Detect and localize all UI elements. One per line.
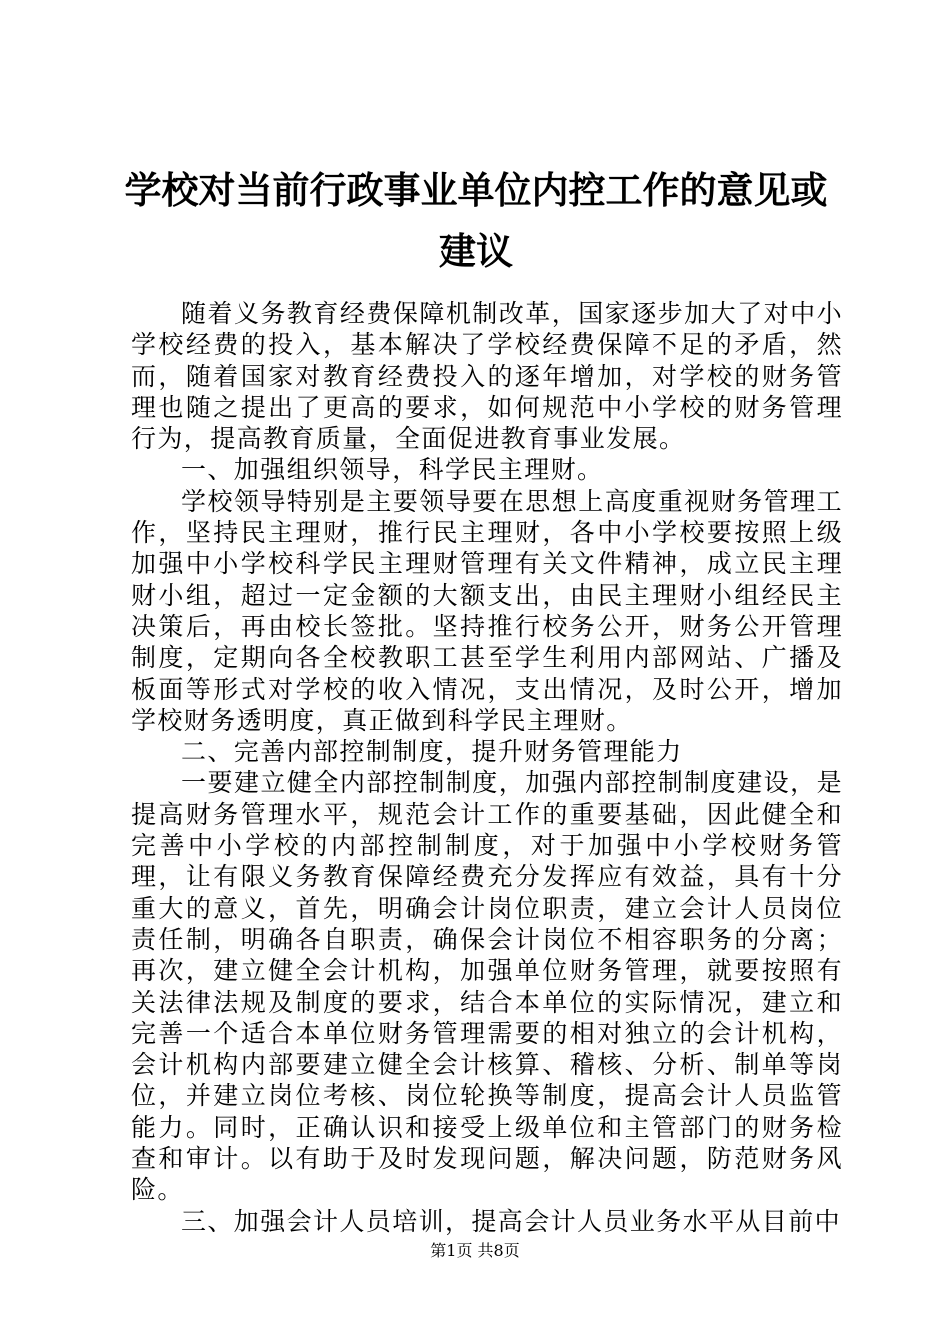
section-heading-2: 二、完善内部控制制度，提升财务管理能力: [181, 737, 683, 767]
paragraph-intro: 随着义务教育经费保障机制改革，国家逐步加大了对中小学校经费的投入，基本解决了学校经费保障不足的矛盾，然而，随着国家对教育经费投入的逐年增加，对学校的财务管理也随之提出了更高的要求，如何规范中小学校的财务管理行为，提高教育质量，全面促进教育事业发展。: [131, 299, 843, 454]
section-heading-1: 一、加强组织领导，科学民主理财。: [181, 455, 604, 485]
document-title: 学校对当前行政事业单位内控工作的意见或建议: [124, 168, 828, 273]
paragraph-section-2: 一要建立健全内部控制制度，加强内部控制制度建设，是提高财务管理水平，规范会计工作的重要基础，因此健全和完善中小学校的内部控制制度，对于加强中小学校财务管理，让有限义务教育保障经费充分发挥应有效益，具有十分重大的意义，首先，明确会计岗位职责，建立会计人员岗位责任制，明确各自职责，确保会计岗位不相容职务的分离；再次，建立健全会计机构，加强单位财务管理，就要按照有关法律法规及制度的要求，结合本单位的实际情况，建立和完善一个适合本单位财务管理需要的相对独立的会计机构，会计机构内部要建立健全会计核算、稽核、分析、制单等岗位，并建立岗位考核、岗位轮换等制度，提高会计人员监管能力。同时，正确认识和接受上级单位和主管部门的财务检查和审计。以有助于及时发现问题，解决问题，防范财务风险。: [131, 768, 843, 1205]
page-footer: 第1页 共8页: [430, 1241, 520, 1260]
section-heading-3: 三、加强会计人员培训，提高会计人员业务水平从目前中: [181, 1206, 842, 1236]
paragraph-section-1: 学校领导特别是主要领导要在思想上高度重视财务管理工作，坚持民主理财，推行民主理财，各中小学校要按照上级加强中小学校科学民主理财管理有关文件精神，成立民主理财小组，超过一定金额的大额支出，由民主理财小组经民主决策后，再由校长签批。坚持推行校务公开，财务公开管理制度，定期向各全校教职工甚至学生利用内部网站、广播及板面等形式对学校的收入情况，支出情况，及时公开，增加学校财务透明度，真正做到科学民主理财。: [131, 486, 843, 735]
document-body: [131, 298, 843, 1237]
